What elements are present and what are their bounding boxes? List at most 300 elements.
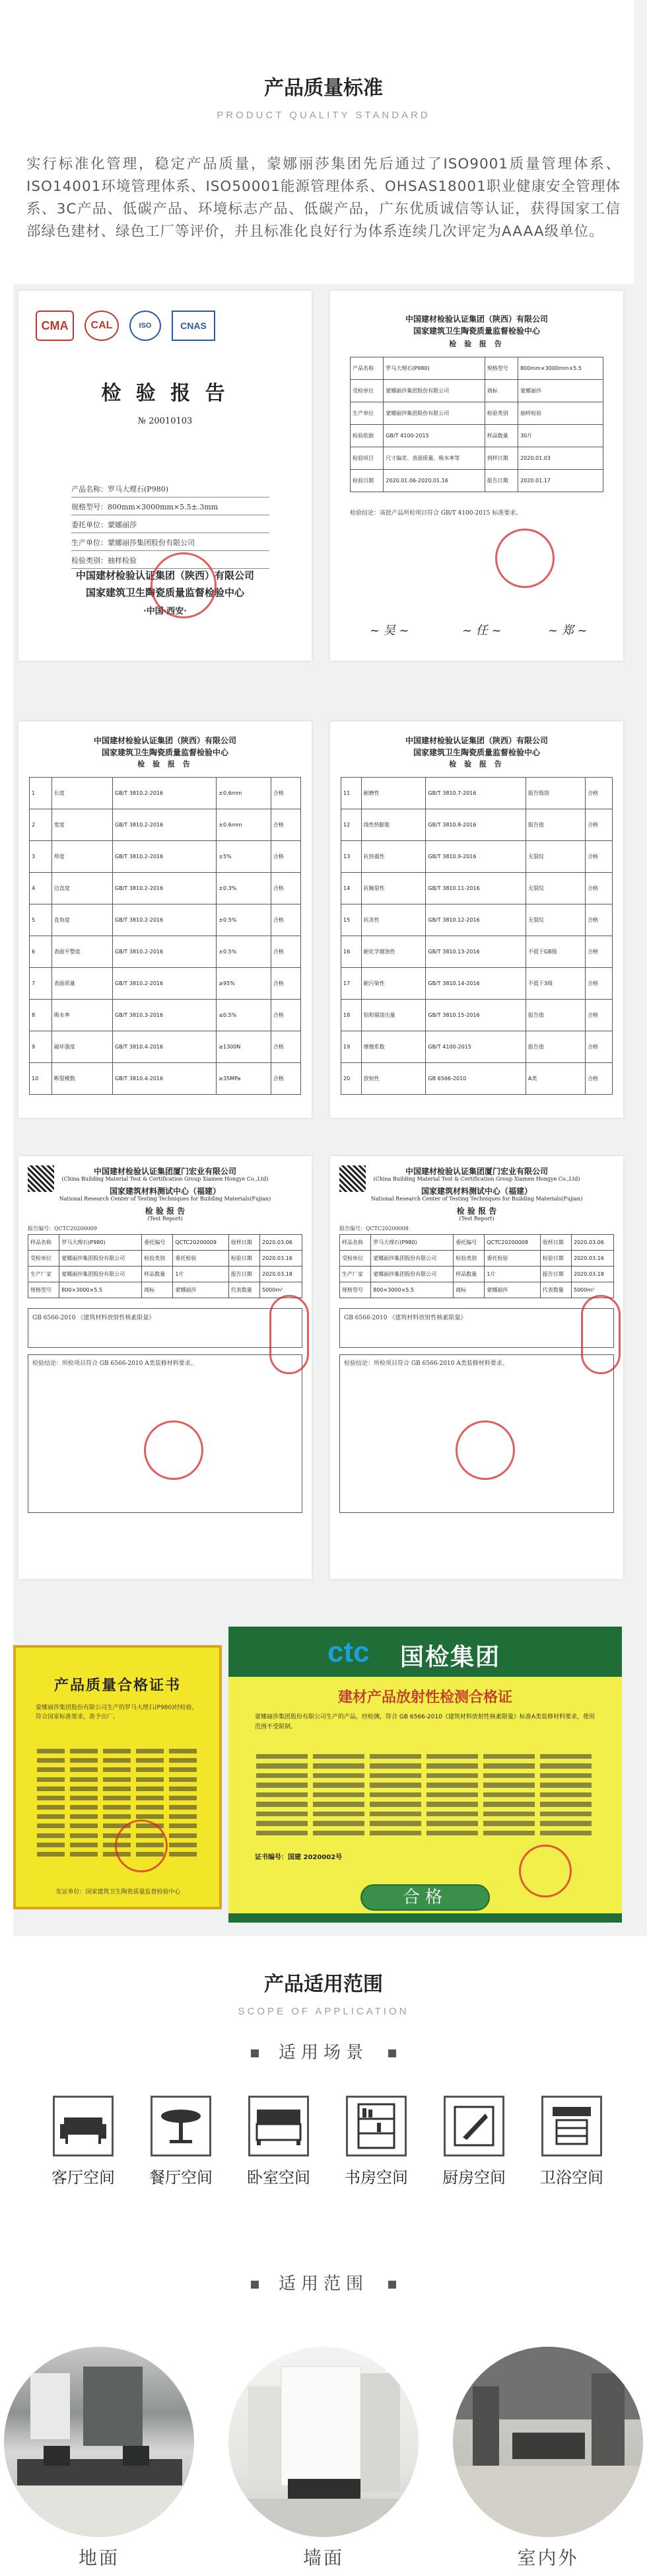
table-cell: 表面平整度: [51, 936, 112, 968]
table-cell: QCTC20200008: [485, 1235, 540, 1251]
code-cell: [256, 1773, 308, 1778]
table-cell: 20: [341, 1063, 362, 1095]
code-cell: [313, 1783, 364, 1787]
table-row: [341, 968, 613, 1000]
quality-certificate-title: 产品质量合格证书: [53, 1677, 181, 1694]
table-row: [340, 1235, 614, 1251]
table-cell: 检验类别: [485, 402, 518, 425]
table-cell: 耐磨性: [361, 778, 426, 809]
table-cell: 11: [341, 778, 362, 809]
range-heading: [0, 2270, 647, 2295]
field-value: 800mm×3000mm×5.5±.3mm: [108, 503, 219, 511]
table-cell: 14: [341, 873, 362, 904]
table-cell: 委托编号: [142, 1235, 173, 1251]
code-cell: [169, 1833, 197, 1838]
report-cover-field: [71, 518, 269, 533]
table-cell: 2020.01.06-2020.01.16: [384, 470, 485, 492]
table-cell: 800×3000×5.5: [59, 1282, 142, 1298]
table-cell: 罗马大理石(P980): [59, 1235, 142, 1251]
bathroom-cabinet-icon: [541, 2096, 602, 2156]
code-cell: [370, 1831, 421, 1835]
table-cell: 尺寸偏差、表面质量、吸水率等: [384, 447, 485, 470]
table-cell: 合格: [271, 841, 300, 873]
report-cover-field: [71, 482, 269, 497]
code-cell: [136, 1777, 164, 1782]
report5-title: 检 验 报 告: [145, 1206, 186, 1216]
table-cell: 2020.03.18: [259, 1267, 302, 1282]
table-cell: 报告日期: [540, 1267, 571, 1282]
report6-title: 检 验 报 告: [456, 1206, 497, 1216]
code-cell: [169, 1796, 197, 1800]
red-edge-stamp: [581, 1295, 621, 1374]
table-cell: 合格: [271, 1000, 300, 1031]
field-label: 委托单位：: [71, 521, 108, 529]
table-row: [340, 1251, 614, 1267]
table-cell: 合格: [586, 1063, 613, 1095]
sofa-icon: [53, 2096, 114, 2156]
code-cell: [483, 1773, 535, 1778]
report3-org1: 中国建材检验认证集团（陕西）有限公司: [93, 736, 236, 745]
report4-org1: 中国建材检验认证集团（陕西）有限公司: [405, 736, 548, 745]
wall-scene-image: [228, 2347, 419, 2537]
code-cell: [103, 1805, 131, 1810]
bookshelf-icon: [346, 2096, 407, 2156]
scenes-heading: [0, 2039, 647, 2063]
table-cell: 规格型号: [340, 1282, 371, 1298]
quality-certificate-body: 蒙娜丽莎集团股份有限公司生产的罗马大理石(P980)经检验，符合国家标准要求，准予出厂。: [36, 1705, 198, 1720]
report-cover-org2: 国家建筑卫生陶瓷质量监督检验中心: [85, 587, 244, 599]
report4-title: 检 验 报 告: [449, 760, 504, 768]
red-seal-stamp: [144, 1420, 203, 1480]
cma-logo: CMA: [36, 311, 74, 341]
report-results-page-1: [18, 721, 312, 1118]
table-cell: 委托编号: [454, 1235, 485, 1251]
report6-table: [339, 1234, 614, 1298]
red-seal-stamp: [495, 529, 555, 588]
table-cell: ±0.3%: [217, 873, 271, 904]
table-cell: 4: [30, 873, 52, 904]
code-cell: [256, 1821, 308, 1825]
code-cell: [483, 1783, 535, 1787]
table-row: [30, 904, 301, 936]
table-row: [351, 425, 603, 447]
table-row: [341, 778, 613, 809]
table-row: [341, 904, 613, 936]
code-cell: [313, 1773, 364, 1778]
table-cell: GB/T 3810.9-2016: [426, 841, 526, 873]
field-value: 蒙娜丽莎: [108, 521, 137, 529]
square-bullet-icon: [388, 2049, 396, 2057]
range-heading-label: 适用范围: [278, 2274, 368, 2294]
table-cell: 商标: [142, 1282, 173, 1298]
square-bullet-icon: [388, 2281, 396, 2289]
range-label-indoor-outdoor: 室内外: [517, 2547, 579, 2569]
code-cell: [256, 1831, 308, 1835]
table-cell: GB/T 3810.7-2016: [426, 778, 526, 809]
table-cell: GB/T 3810.4-2016: [113, 1031, 217, 1063]
code-cell: [103, 1786, 131, 1791]
code-cell: [169, 1814, 197, 1819]
scope-subtitle: SCOPE OF APPLICATION: [238, 2006, 409, 2017]
scene-label-bathroom: 卫浴空间: [540, 2168, 603, 2187]
code-cell: [256, 1783, 308, 1787]
table-cell: 合格: [586, 936, 613, 968]
code-cell: [483, 1821, 535, 1825]
code-cell: [540, 1773, 592, 1778]
code-cell: [37, 1852, 65, 1857]
table-cell: 样品数量: [454, 1267, 485, 1282]
table-cell: GB/T 3810.2-2016: [113, 809, 217, 841]
report2-title: 检 验 报 告: [449, 340, 504, 348]
table-cell: GB/T 3810.2-2016: [113, 936, 217, 968]
code-cell: [540, 1821, 592, 1825]
table-cell: 检验日期: [540, 1251, 571, 1267]
code-cell: [103, 1814, 131, 1819]
table-cell: 2020.03.18: [571, 1267, 613, 1282]
code-cell: [169, 1786, 197, 1791]
scene-label-living: 客厅空间: [51, 2168, 115, 2187]
code-cell: [169, 1823, 197, 1828]
code-cell: [37, 1805, 65, 1810]
code-cell: [70, 1805, 98, 1810]
signature: ~ 任 ~: [462, 624, 502, 638]
table-cell: 9: [30, 1031, 52, 1063]
field-value: 罗马大理石(P980): [108, 485, 168, 494]
code-cell: [37, 1823, 65, 1828]
table-row: [340, 1282, 614, 1298]
table-cell: 蒙娜丽莎集团股份有限公司: [371, 1251, 454, 1267]
radiation-certificate-number: 证书编号：国建 2020002号: [255, 1854, 343, 1861]
range-label-wall: 墙面: [302, 2547, 344, 2569]
table-cell: 2020.03.06: [571, 1235, 613, 1251]
quality-certificate: [13, 1645, 222, 1909]
table-row: [30, 841, 301, 873]
table-cell: GB/T 3810.2-2016: [113, 904, 217, 936]
table-cell: 样品名称: [340, 1235, 371, 1251]
table-cell: 蒙娜丽莎集团股份有限公司: [384, 402, 485, 425]
table-cell: 委托检验: [173, 1251, 228, 1267]
table-cell: 报告值: [526, 1000, 585, 1031]
code-cell: [136, 1786, 164, 1791]
iso-logo: ISO: [129, 311, 161, 341]
range-label-floor: 地面: [78, 2547, 119, 2569]
code-cell: [103, 1758, 131, 1763]
table-cell: ±5%: [217, 841, 271, 873]
table-cell: 800×3000×5.5: [371, 1282, 454, 1298]
code-cell: [70, 1767, 98, 1772]
table-cell: 破坏强度: [51, 1031, 112, 1063]
code-cell: [313, 1763, 364, 1768]
table-cell: 报告级别: [526, 778, 585, 809]
table-cell: 合格: [271, 936, 300, 968]
red-seal-stamp: [519, 1845, 572, 1897]
report-summary-page: [330, 291, 623, 661]
signature: ~ 郑 ~: [548, 624, 588, 638]
code-cell: [70, 1843, 98, 1847]
code-cell: [540, 1754, 592, 1759]
table-cell: 罗马大理石(P980): [371, 1235, 454, 1251]
table-cell: GB/T 3810.15-2016: [426, 1000, 526, 1031]
table-cell: 无裂纹: [526, 904, 585, 936]
table-cell: 检验日期: [228, 1251, 259, 1267]
red-seal-stamp: [115, 1820, 168, 1872]
code-cell: [169, 1843, 197, 1847]
table-cell: 蒙娜丽莎: [485, 1282, 540, 1298]
code-cell: [70, 1814, 98, 1819]
code-cell: [37, 1749, 65, 1753]
code-cell: [370, 1783, 421, 1787]
code-cell: [426, 1773, 478, 1778]
code-cell: [136, 1767, 164, 1772]
table-cell: 检验项目: [351, 447, 384, 470]
report-cover-field: [71, 536, 269, 551]
table-cell: 30片: [518, 425, 603, 447]
code-cell: [70, 1833, 98, 1838]
table-cell: 检验依据: [351, 425, 384, 447]
table-cell: GB/T 3810.2-2016: [113, 841, 217, 873]
table-cell: 16: [341, 936, 362, 968]
table-cell: 吸水率: [51, 1000, 112, 1031]
report-cover-number: № 20010103: [137, 416, 193, 426]
table-cell: 委托检验: [485, 1251, 540, 1267]
table-cell: 不低于GB级: [526, 936, 585, 968]
table-cell: 生产单位: [351, 402, 384, 425]
table-cell: 5000m²: [571, 1282, 613, 1298]
report5-org2: 国家建筑材料测试中心（福建）: [109, 1187, 221, 1196]
code-cell: [483, 1763, 535, 1768]
code-cell: [37, 1843, 65, 1847]
bed-icon: [248, 2096, 309, 2156]
table-cell: 直角度: [51, 904, 112, 936]
table-cell: 长度: [51, 778, 112, 809]
code-cell: [370, 1754, 421, 1759]
table-cell: 合格: [271, 809, 300, 841]
table-cell: 抽样检验: [518, 402, 603, 425]
code-cell: [426, 1754, 478, 1759]
table-cell: QCTC20200009: [173, 1235, 228, 1251]
table-cell: 铅和镉溶出量: [361, 1000, 426, 1031]
table-row: [351, 402, 603, 425]
code-cell: [169, 1767, 197, 1772]
field-label: 规格型号：: [71, 503, 108, 511]
table-cell: 蒙娜丽莎: [518, 380, 603, 402]
table-cell: 18: [341, 1000, 362, 1031]
report5-table: [28, 1234, 302, 1298]
code-cell: [426, 1812, 478, 1816]
scenes-heading-label: 适用场景: [278, 2043, 368, 2063]
cnas-logo: CNAS: [172, 311, 215, 341]
code-cell: [483, 1812, 535, 1816]
table-cell: 检验日期: [351, 470, 384, 492]
table-cell: 厚度: [51, 841, 112, 873]
table-cell: 商标: [485, 380, 518, 402]
table-cell: 商标: [454, 1282, 485, 1298]
report2-org2: 国家建筑卫生陶瓷质量监督检验中心: [413, 326, 540, 336]
table-cell: 代表数量: [540, 1282, 571, 1298]
radiation-test-report-2: [330, 1156, 623, 1579]
red-edge-stamp: [269, 1295, 309, 1374]
code-cell: [313, 1821, 364, 1825]
code-cell: [256, 1812, 308, 1816]
table-row: [341, 873, 613, 904]
table-cell: 断裂模数: [51, 1063, 112, 1095]
table-cell: 检验类别: [142, 1251, 173, 1267]
code-cell: [483, 1792, 535, 1797]
table-cell: 宽度: [51, 809, 112, 841]
code-cell: [70, 1852, 98, 1857]
code-cell: [70, 1823, 98, 1828]
table-cell: 蒙娜丽莎集团股份有限公司: [384, 380, 485, 402]
table-cell: ±0.5%: [217, 904, 271, 936]
table-row: [30, 1031, 301, 1063]
table-cell: 合格: [586, 809, 613, 841]
table-cell: 合格: [586, 841, 613, 873]
report6-org-en: (China Building Material Test & Certification Group Xiamen Hongye Co.,Ltd): [373, 1176, 580, 1182]
table-cell: 12: [341, 809, 362, 841]
table-cell: 17: [341, 968, 362, 1000]
table-cell: ≥35MPa: [217, 1063, 271, 1095]
table-cell: 无裂纹: [526, 873, 585, 904]
table-cell: GB/T 3810.11-2016: [426, 873, 526, 904]
code-cell: [313, 1754, 364, 1759]
code-cell: [426, 1763, 478, 1768]
table-cell: 8: [30, 1000, 52, 1031]
code-cell: [37, 1767, 65, 1772]
table-cell: 合格: [271, 968, 300, 1000]
table-row: [351, 447, 603, 470]
table-row: [30, 936, 301, 968]
table-cell: GB/T 3810.2-2016: [113, 873, 217, 904]
report-cover: [18, 291, 312, 661]
table-cell: 放射性: [361, 1063, 426, 1095]
report5-number: 报告编号：QCTC20200009: [28, 1226, 97, 1232]
table-cell: 耐化学腐蚀性: [361, 936, 426, 968]
report2-org1: 中国建材检验认证集团（陕西）有限公司: [405, 314, 548, 324]
table-cell: GB/T 4100-2015: [426, 1031, 526, 1063]
square-bullet-icon: [251, 2281, 259, 2289]
table-row: [351, 470, 603, 492]
table-cell: 受检单位: [28, 1251, 59, 1267]
table-cell: 样品数量: [485, 425, 518, 447]
table-cell: 抗冻性: [361, 904, 426, 936]
table-cell: ≥1300N: [217, 1031, 271, 1063]
table-cell: 2020.03.16: [571, 1251, 613, 1267]
report6-org1: 中国建材检验认证集团厦门宏业有限公司: [405, 1167, 548, 1176]
table-row: [351, 380, 603, 402]
code-cell: [136, 1796, 164, 1800]
report6-title-en: (Test Report): [459, 1216, 494, 1222]
code-cell: [103, 1777, 131, 1782]
table-cell: 样品名称: [28, 1235, 59, 1251]
table-cell: 2020.03.16: [259, 1251, 302, 1267]
report5-title-en: (Test Report): [147, 1216, 183, 1222]
table-cell: 合格: [586, 1031, 613, 1063]
code-cell: [426, 1831, 478, 1835]
code-cell: [370, 1763, 421, 1768]
signature: ~ 吴 ~: [370, 624, 409, 638]
table-row: [28, 1235, 302, 1251]
code-cell: [540, 1763, 592, 1768]
table-cell: 5: [30, 904, 52, 936]
report-cover-title: 检 验 报 告: [101, 382, 229, 405]
table-cell: 5000m²: [259, 1282, 302, 1298]
table-cell: 到样日期: [485, 447, 518, 470]
table-cell: 合格: [586, 968, 613, 1000]
floor-scene-image: [4, 2347, 194, 2537]
table-cell: 2020.01.03: [518, 447, 603, 470]
table-cell: 生产厂家: [28, 1267, 59, 1282]
code-cell: [540, 1831, 592, 1835]
table-row: [341, 841, 613, 873]
table-cell: 规格型号: [28, 1282, 59, 1298]
table-cell: 1片: [173, 1267, 228, 1282]
table-cell: 报告日期: [485, 470, 518, 492]
code-cell: [313, 1812, 364, 1816]
table-cell: 合格: [271, 873, 300, 904]
code-cell: [370, 1821, 421, 1825]
table-cell: 15: [341, 904, 362, 936]
code-cell: [103, 1749, 131, 1753]
code-cell: [70, 1796, 98, 1800]
report5-result: 检验结论：所检项目符合 GB 6566-2010 A类装修材料要求。: [28, 1354, 302, 1513]
code-cell: [256, 1754, 308, 1759]
table-cell: 蒙娜丽莎集团股份有限公司: [371, 1267, 454, 1282]
field-label: 生产单位：: [71, 538, 108, 547]
red-seal-stamp: [151, 552, 217, 618]
table-row: [30, 809, 301, 841]
code-cell: [426, 1783, 478, 1787]
table-cell: 合格: [271, 1063, 300, 1095]
table-cell: 摩擦系数: [361, 1031, 426, 1063]
code-cell: [169, 1749, 197, 1753]
table-cell: 合格: [271, 778, 300, 809]
table-cell: GB/T 3810.13-2016: [426, 936, 526, 968]
table-cell: ≥95%: [217, 968, 271, 1000]
table-cell: 边直度: [51, 873, 112, 904]
code-cell: [136, 1749, 164, 1753]
report5-org1: 中国建材检验认证集团厦门宏业有限公司: [93, 1167, 236, 1176]
code-cell: [136, 1758, 164, 1763]
table-cell: 样品数量: [142, 1267, 173, 1282]
code-cell: [313, 1802, 364, 1806]
table-cell: 蒙娜丽莎集团股份有限公司: [59, 1267, 142, 1282]
table-cell: 2020.03.06: [259, 1235, 302, 1251]
table-cell: 罗马大理石(P980): [384, 357, 485, 380]
table-cell: GB/T 4100-2015: [384, 425, 485, 447]
report6-org2: 国家建筑材料测试中心（福建）: [421, 1187, 532, 1196]
table-cell: 报告值: [526, 1031, 585, 1063]
scene-label-kitchen: 厨房空间: [442, 2168, 506, 2187]
table-cell: GB/T 3810.8-2016: [426, 809, 526, 841]
table-cell: 19: [341, 1031, 362, 1063]
code-cell: [370, 1773, 421, 1778]
report6-number: 报告编号：QCTC20200008: [339, 1226, 409, 1232]
table-cell: 合格: [586, 778, 613, 809]
table-cell: 无裂纹: [526, 841, 585, 873]
table-cell: GB/T 3810.12-2016: [426, 904, 526, 936]
table-cell: 检验类别: [454, 1251, 485, 1267]
code-cell: [169, 1777, 197, 1782]
table-cell: 合格: [586, 1000, 613, 1031]
table-cell: 6: [30, 936, 52, 968]
radiation-test-report-1: [18, 1156, 312, 1579]
radiation-certificate-code-grid: [255, 1752, 596, 1838]
code-cell: [136, 1805, 164, 1810]
report3-title: 检 验 报 告: [137, 760, 193, 768]
table-row: [28, 1282, 302, 1298]
table-row: [341, 1063, 613, 1095]
scene-label-study: 书房空间: [345, 2168, 408, 2187]
